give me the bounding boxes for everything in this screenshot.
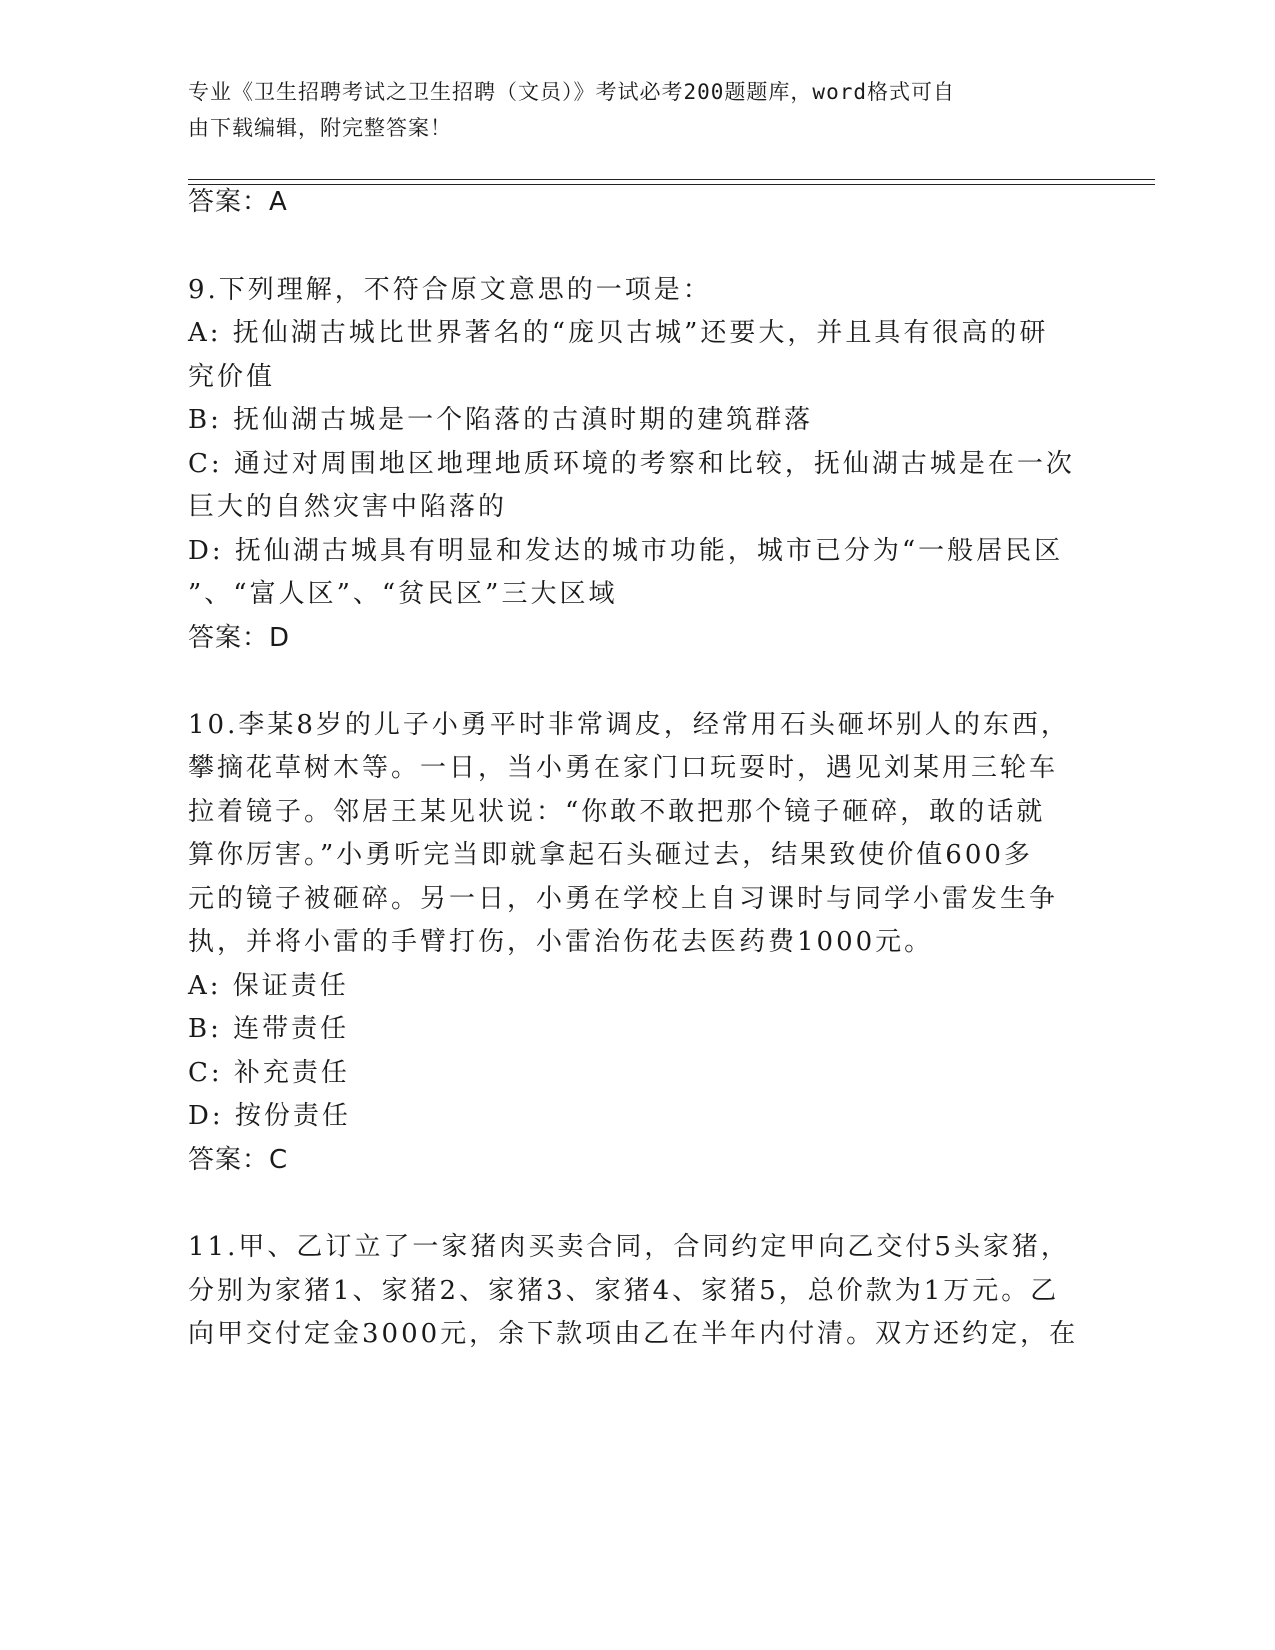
- q9-option-c-line1: C: 通过对周围地区地理地质环境的考察和比较，抚仙湖古城是在一次: [188, 449, 1075, 479]
- q10-option-b: B: 连带责任: [188, 1014, 350, 1044]
- header-line-2: 由下载编辑，附完整答案！: [188, 116, 452, 140]
- q9-option-a-line1: A: 抚仙湖古城比世界著名的“庞贝古城”还要大，并且具有很高的研: [188, 318, 1049, 348]
- q10-answer: 答案：C: [188, 1145, 289, 1175]
- q10-stem-line6: 执，并将小雷的手臂打伤，小雷治伤花去医药费1000元。: [188, 927, 934, 957]
- q10-option-d: D: 按份责任: [188, 1101, 351, 1131]
- q9-option-b: B: 抚仙湖古城是一个陷落的古滇时期的建筑群落: [188, 405, 814, 435]
- q11-stem-line1: 11.甲、乙订立了一家猪肉买卖合同，合同约定甲向乙交付5头家猪，: [188, 1232, 1070, 1262]
- q9-option-a-line2: 究价值: [188, 362, 276, 392]
- q10-stem-line5: 元的镜子被砸碎。另一日，小勇在学校上自习课时与同学小雷发生争: [188, 884, 1059, 914]
- answer-prev: 答案：A: [188, 187, 288, 217]
- page-header: [188, 74, 1068, 146]
- q9-answer: 答案：D: [188, 623, 291, 653]
- q10-stem-line2: 攀摘花草树木等。一日，当小勇在家门口玩耍时，遇见刘某用三轮车: [188, 753, 1059, 783]
- q10-stem-line3: 拉着镜子。邻居王某见状说：“你敢不敢把那个镜子砸碎，敢的话就: [188, 797, 1046, 827]
- q9-stem: 9.下列理解，不符合原文意思的一项是：: [188, 275, 712, 305]
- q9-option-d-line1: D: 抚仙湖古城具有明显和发达的城市功能，城市已分为“一般居民区: [188, 536, 1064, 566]
- header-line-1: 专业《卫生招聘考试之卫生招聘（文员）》考试必考200题题库，word格式可自: [188, 80, 955, 104]
- q10-option-c: C: 补充责任: [188, 1058, 350, 1088]
- q9-option-c-line2: 巨大的自然灾害中陷落的: [188, 492, 508, 522]
- q10-option-a: A: 保证责任: [188, 971, 349, 1001]
- q11-stem-line2: 分别为家猪1、家猪2、家猪3、家猪4、家猪5，总价款为1万元。乙: [188, 1276, 1060, 1306]
- q10-stem-line1: 10.李某8岁的儿子小勇平时非常调皮，经常用石头砸坏别人的东西，: [188, 710, 1070, 740]
- q10-stem-line4: 算你厉害。”小勇听完当即就拿起石头砸过去，结果致使价值600多: [188, 840, 1033, 870]
- header-divider-top: [188, 179, 1155, 180]
- q11-stem-line3: 向甲交付定金3000元，余下款项由乙在半年内付清。双方还约定，在: [188, 1319, 1079, 1349]
- header-divider-bottom: [188, 184, 1155, 185]
- q9-option-d-line2: ”、“富人区”、“贫民区”三大区域: [188, 579, 618, 609]
